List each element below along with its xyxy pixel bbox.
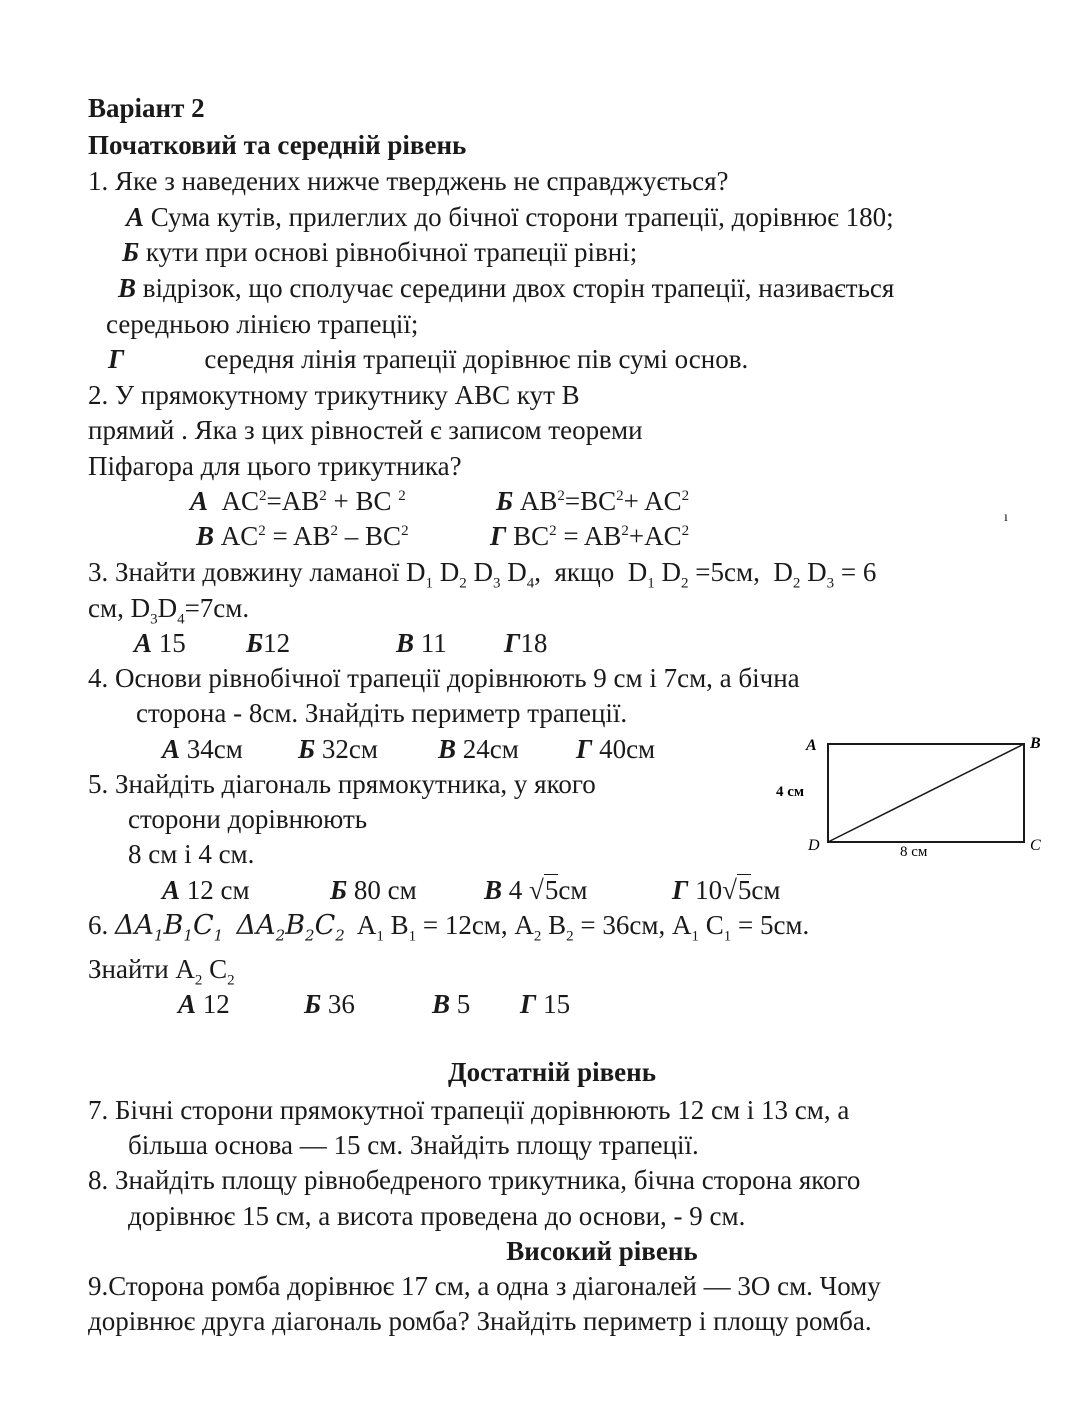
label-a: A	[806, 737, 817, 754]
stray-mark: ı	[1004, 510, 1008, 525]
q5-option-g: Г 10√5см	[672, 875, 781, 905]
question-8-line2: дорівнює 15 см, а висота проведена до основи, - 9 см.	[128, 1201, 746, 1231]
question-6-line2: Знайти $А_2$ $C_2$	[88, 954, 235, 989]
q1-option-v-cont: середньою лінією трапеції;	[106, 309, 419, 339]
question-9-line2: дорівнює друга діагональ ромба? Знайдіть периметр і площу ромба.	[88, 1306, 872, 1336]
label-b: B	[1030, 735, 1041, 752]
question-4-line1: 4. Основи рівнобічної трапеції дорівнюють 9 см і 7см, а бічна	[88, 663, 800, 693]
question-2-line3: Піфагора для цього трикутника?	[88, 451, 462, 481]
q6-option-b: Б 36	[304, 989, 355, 1019]
diagonal-db	[828, 744, 1024, 842]
label-d: D	[808, 837, 820, 854]
question-5-line1: 5. Знайдіть діагональ прямокутника, у якого	[88, 769, 596, 799]
section-heading-basic: Початковий та середній рівень	[88, 130, 467, 160]
label-side-bottom: 8 см	[900, 844, 928, 860]
question-4-line2: сторона - 8см. Знайдіть периметр трапеції.	[136, 698, 628, 728]
rectangle-figure	[770, 728, 1060, 868]
q2-option-g: Г $BC^2 = AB^2+AC^2$	[490, 521, 690, 551]
question-9-line1: 9.Сторона ромба дорівнює 17 см, а одна з діагоналей — 3О см. Чому	[88, 1271, 881, 1301]
question-3-line2: см, $D_3D_4=7см$.	[88, 593, 250, 628]
q4-option-a: А 34см	[162, 734, 243, 764]
q3-option-g: Г18	[504, 628, 548, 658]
question-2-line1: 2. У прямокутному трикутнику АВС кут В	[88, 380, 580, 410]
section-heading-sufficient: Достатній рівень	[448, 1057, 656, 1087]
q5-option-v: В 4 √5см	[484, 875, 588, 905]
q2-option-b: Б $AB^2=BC^2+ AC^2$	[496, 486, 690, 516]
label-side-left: 4 см	[776, 784, 805, 800]
q3-option-v: В 11	[396, 628, 447, 658]
q5-option-b: Б 80 см	[330, 875, 417, 905]
q1-option-v: В відрізок, що сполучає середини двох сторін трапеції, називається	[118, 273, 895, 303]
q2-option-v: В $AC^2 = AB^2 - BC^2$	[196, 521, 409, 551]
section-heading-high: Високий рівень	[506, 1236, 698, 1266]
q4-option-v: В 24см	[438, 734, 519, 764]
q1-option-g: Г середня лінія трапеції дорівнює пів сумі основ.	[108, 344, 749, 374]
variant-title: Варіант 2	[88, 93, 205, 123]
q1-option-b: Б кути при основі рівнобічної трапеції рівні;	[122, 237, 638, 267]
q6-option-a: А 12	[178, 989, 230, 1019]
question-7-line1: 7. Бічні сторони прямокутної трапеції дорівнюють 12 см і 13 см, а	[88, 1095, 850, 1125]
q4-option-b: Б 32см	[298, 734, 378, 764]
question-2-line2: прямий . Яка з цих рівностей є записом теореми	[88, 415, 643, 445]
question-6-line1: 6. $\Delta A_1B_1C_1$ $\Delta A_2B_2C_2$ $A_1$ $B_1 = 12см$, $A_2$ $B_2 = 36см$, $A_1$ $C_1 = 5см$.	[88, 910, 810, 945]
question-3-line1: 3. Знайти довжину ламаної $D_1$ $D_2$ $D_3$ $D_4$, якщо $D_1$ $D_2 =5см$, $D_2$ $D_3 = 6$	[88, 557, 877, 592]
question-5-line2: сторони дорівнюють	[128, 804, 368, 834]
q4-option-g: Г 40см	[576, 734, 656, 764]
q3-option-a: А 15	[134, 628, 186, 658]
q2-option-a: А $AC^2=AB^2$ + BC $^2$	[190, 486, 406, 516]
q5-option-a: А 12 см	[162, 875, 250, 905]
label-c: C	[1030, 837, 1041, 854]
q3-option-b: Б12	[246, 628, 291, 658]
question-1: 1. Яке з наведених нижче тверджень не справджується?	[88, 166, 729, 196]
question-7-line2: більша основа — 15 см. Знайдіть площу трапеції.	[128, 1130, 699, 1160]
q1-option-a: А Сума кутів, прилеглих до бічної сторони трапеції, дорівнює 180;	[126, 202, 894, 232]
q6-option-v: В 5	[432, 989, 471, 1019]
q6-option-g: Г 15	[520, 989, 571, 1019]
question-8-line1: 8. Знайдіть площу рівнобедреного трикутника, бічна сторона якого	[88, 1165, 861, 1195]
question-5-line3: 8 см і 4 см.	[128, 839, 255, 869]
